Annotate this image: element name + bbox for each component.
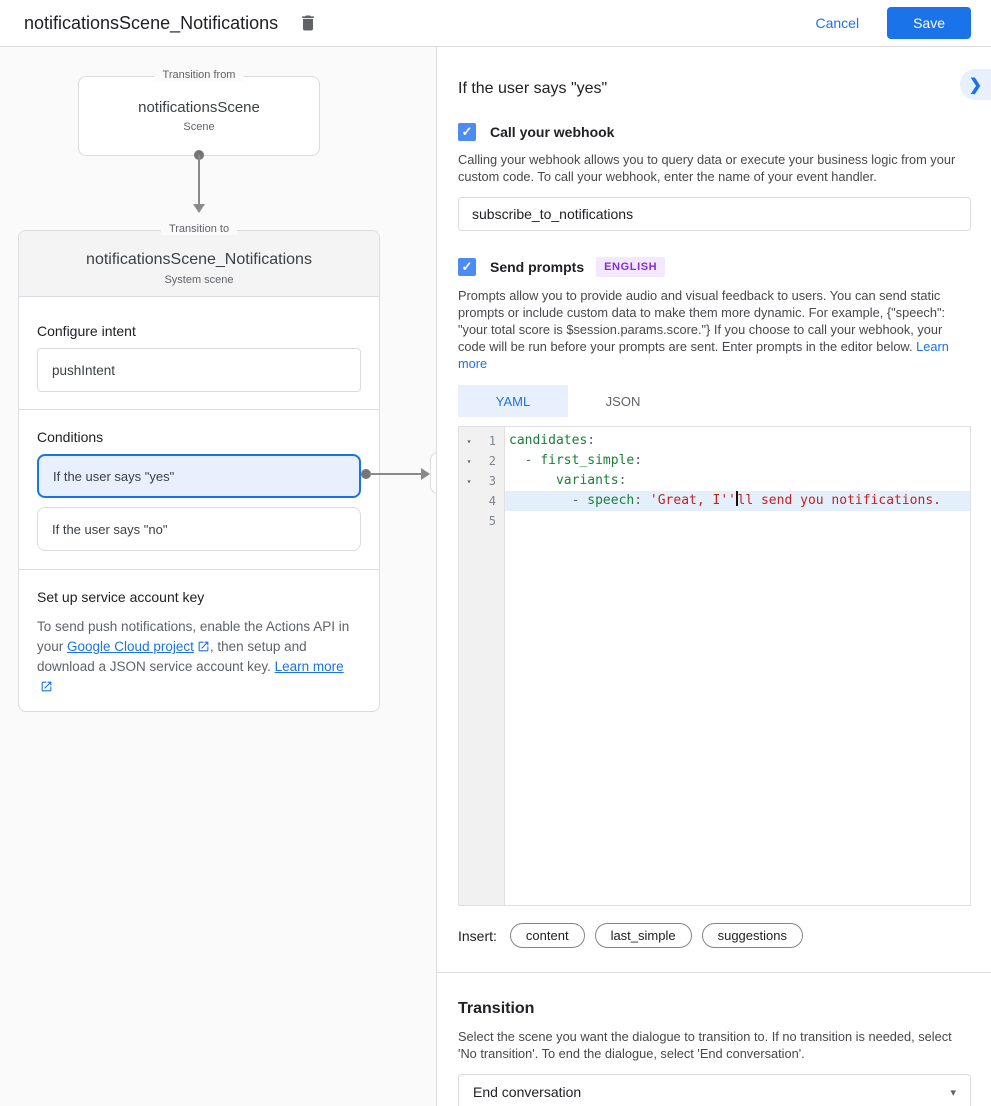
insert-row — [437, 923, 991, 948]
condition-label: If the user says "no" — [52, 521, 168, 537]
transition-select-value: End conversation — [473, 1084, 582, 1100]
condition-card-no[interactable] — [37, 507, 361, 551]
from-scene-subtitle: Scene — [183, 121, 215, 133]
line-number: 5 — [488, 514, 496, 528]
service-key-text-part: To send push notifications, enable the Actions API in your — [37, 619, 350, 654]
code-line[interactable] — [505, 471, 970, 491]
connector-line — [198, 155, 200, 205]
to-scene-subtitle: System scene — [164, 274, 234, 286]
editor-format-tabs — [437, 385, 991, 417]
arrow-right-icon — [421, 468, 430, 480]
scene-node-header — [19, 231, 379, 297]
conditions-label: Conditions — [37, 429, 104, 445]
service-key-text — [37, 617, 361, 697]
service-key-title: Set up service account key — [37, 589, 205, 605]
gutter-row — [459, 451, 504, 471]
condition-label: If the user says "yes" — [53, 468, 175, 484]
tab-yaml[interactable]: YAML — [458, 385, 568, 417]
from-scene-title: notificationsScene — [138, 99, 260, 116]
code-token: 'Great, I'' — [649, 493, 736, 508]
transition-description: Select the scene you want the dialogue to transition to. If no transition is needed, select 'No transition'. To end the dialogue, select 'End conversation'. — [458, 1029, 952, 1061]
editor-code[interactable] — [505, 427, 970, 905]
transition-from-node[interactable] — [78, 69, 320, 156]
prompts-checkbox-row — [437, 257, 991, 277]
code-token — [509, 493, 572, 508]
condition-edit-panel — [437, 47, 991, 1106]
webhook-label: Call your webhook — [490, 124, 615, 140]
fold-icon[interactable]: ▾ — [466, 436, 472, 446]
delete-scene-button[interactable] — [298, 13, 318, 33]
prompts-label: Send prompts — [490, 259, 585, 275]
to-scene-title: notificationsScene_Notifications — [86, 251, 312, 268]
code-token: : — [634, 493, 650, 508]
page-title: notificationsScene_Notifications — [24, 12, 279, 33]
divider — [19, 569, 379, 570]
prompt-code-editor[interactable] — [458, 426, 971, 906]
insert-chip-suggestions[interactable]: suggestions — [702, 923, 803, 948]
transition-select[interactable] — [458, 1074, 971, 1106]
caret-down-icon: ▾ — [950, 1086, 956, 1099]
insert-label: Insert: — [458, 927, 497, 944]
code-token: variants — [555, 473, 619, 488]
code-line[interactable] — [505, 511, 970, 531]
code-token: speech — [587, 493, 635, 508]
connector-line — [369, 473, 422, 475]
fold-icon[interactable]: ▾ — [466, 476, 472, 486]
tab-json[interactable]: JSON — [605, 393, 641, 409]
collapse-panel-button[interactable] — [960, 69, 991, 100]
save-button[interactable]: Save — [887, 7, 971, 39]
code-line[interactable] — [505, 491, 970, 511]
linked-panel-stub — [430, 452, 437, 494]
webhook-checkbox[interactable] — [458, 123, 476, 141]
line-number: 2 — [488, 454, 496, 468]
check-icon: ✓ — [461, 124, 473, 139]
event-handler-input[interactable] — [458, 197, 971, 231]
code-line[interactable] — [505, 431, 970, 451]
transition-to-node[interactable] — [18, 223, 380, 712]
code-token: - — [571, 493, 588, 508]
code-token: candidates — [509, 433, 588, 448]
external-link-icon — [40, 680, 53, 693]
learn-more-link[interactable]: Learn more — [458, 339, 949, 371]
webhook-description: Calling your webhook allows you to query data or execute your business logic from your custom code. To call your webhook, enter the name of your event handler. — [458, 152, 956, 184]
top-bar — [0, 0, 991, 47]
service-key-text-part: , then setup and download a JSON service account key. — [37, 639, 307, 674]
gutter-row — [459, 471, 504, 491]
gutter-row — [459, 491, 504, 511]
gutter-row — [459, 431, 504, 451]
cancel-button[interactable]: Cancel — [815, 15, 860, 31]
insert-chip-content[interactable]: content — [510, 923, 585, 948]
divider — [19, 409, 379, 410]
learn-more-link[interactable]: Learn more — [274, 659, 344, 674]
event-handler-value: subscribe_to_notifications — [472, 206, 634, 222]
line-number: 4 — [488, 494, 496, 508]
fold-icon[interactable]: ▾ — [466, 456, 472, 466]
editor-gutter — [459, 427, 505, 905]
code-token: : — [634, 453, 643, 468]
code-line[interactable] — [505, 451, 970, 471]
configure-intent-label: Configure intent — [37, 323, 136, 339]
chevron-right-icon: ❯ — [968, 76, 983, 94]
google-cloud-project-link[interactable]: Google Cloud project — [67, 639, 194, 654]
code-token: - — [524, 453, 541, 468]
code-token: : — [618, 473, 627, 488]
transition-to-legend: Transition to — [161, 223, 237, 235]
language-badge: ENGLISH — [596, 257, 665, 277]
code-token — [509, 473, 556, 488]
prompts-description-text: Prompts allow you to provide audio and visual feedback to users. You can send static prompts or include custom data to make them more dynamic. For example, {"speech": "your total score is $session.params.score."} If you choose to call your webhook, your code will be run before your prompts are sent. Enter prompts in the editor below. — [458, 288, 946, 354]
condition-card-yes[interactable] — [37, 454, 361, 498]
trash-icon — [298, 13, 318, 33]
code-token — [509, 453, 525, 468]
panel-heading: If the user says "yes" — [458, 80, 608, 97]
prompts-checkbox[interactable] — [458, 258, 476, 276]
scene-diagram-canvas — [0, 47, 437, 1106]
transition-heading: Transition — [458, 1000, 535, 1017]
line-number: 1 — [488, 434, 496, 448]
webhook-checkbox-row — [437, 123, 991, 141]
code-token: first_simple — [540, 453, 635, 468]
external-link-icon — [197, 640, 210, 653]
check-icon: ✓ — [461, 259, 473, 274]
prompts-description — [437, 287, 991, 372]
transition-from-legend: Transition from — [155, 69, 244, 81]
code-token: : — [587, 433, 596, 448]
code-token: ll send you notifications. — [737, 493, 941, 508]
arrow-down-icon — [193, 204, 205, 213]
gutter-row — [459, 511, 504, 531]
intent-card[interactable] — [37, 348, 361, 392]
insert-chip-last-simple[interactable]: last_simple — [595, 923, 692, 948]
intent-name: pushIntent — [52, 362, 116, 378]
line-number: 3 — [488, 474, 496, 488]
